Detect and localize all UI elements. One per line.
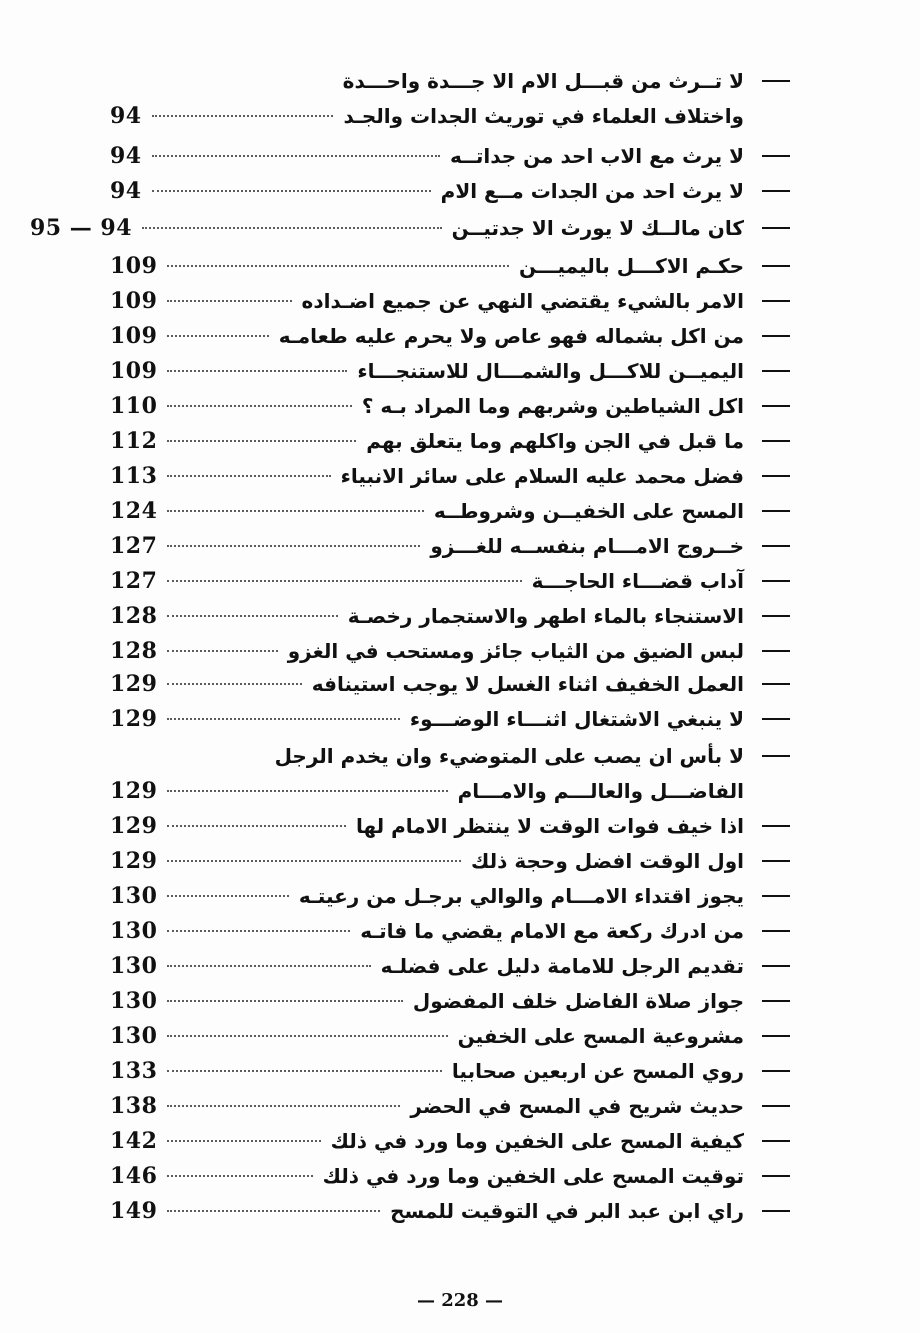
index-entry (110, 985, 790, 1017)
entry-dash (762, 1035, 790, 1037)
index-entry (110, 140, 790, 172)
index-entry (110, 880, 790, 912)
entry-page-number: 124 (110, 498, 158, 524)
entry-dash (762, 155, 790, 157)
entry-page-number: 130 (110, 883, 158, 909)
dot-leader (152, 190, 431, 192)
index-entry (110, 175, 790, 207)
entry-page-number: 133 (110, 1058, 158, 1084)
entry-title: حديث شريح في المسح في الحضر (410, 1094, 744, 1118)
entry-dash (762, 718, 790, 720)
entry-title: لا يرث احد من الجدات مــع الام (440, 179, 744, 203)
entry-title: لبس الضيق من الثياب جائز ومستحب في الغزو (287, 639, 744, 663)
entry-page-number: 130 (110, 1023, 158, 1049)
index-entry (110, 1020, 790, 1052)
entry-dash (762, 1210, 790, 1212)
index-entry (110, 565, 790, 597)
entry-page-number: 109 (110, 323, 158, 349)
entry-dash (762, 510, 790, 512)
entry-dash (762, 860, 790, 862)
dot-leader (167, 335, 268, 337)
dot-leader (167, 1035, 447, 1037)
entry-dash (762, 650, 790, 652)
dot-leader (120, 755, 265, 757)
entry-page-number: 94 (110, 178, 142, 204)
dot-leader (167, 510, 423, 512)
entry-title: حكـم الاكـــل باليميـــن (519, 254, 744, 278)
dot-leader (167, 1105, 400, 1107)
entry-title: اذا خيف فوات الوقت لا ينتظر الامام لها (355, 814, 744, 838)
index-entry (110, 495, 790, 527)
entry-page-number: 127 (110, 568, 158, 594)
index-entry (30, 212, 790, 244)
entry-page-number: 129 (110, 813, 158, 839)
index-entry (110, 1160, 790, 1192)
entry-page-number: 138 (110, 1093, 158, 1119)
page-number-footer: — 228 — (416, 1290, 504, 1311)
entry-dash (762, 895, 790, 897)
entry-dash (762, 580, 790, 582)
dot-leader (167, 825, 346, 827)
entry-dash (762, 1070, 790, 1072)
index-entry (110, 635, 790, 667)
index-entry (110, 703, 790, 735)
dot-leader (167, 1000, 402, 1002)
dot-leader (167, 790, 447, 792)
dot-leader (152, 115, 334, 117)
entry-page-number: 127 (110, 533, 158, 559)
entry-title: الامر بالشيء يقتضي النهي عن جميع اضـداده (301, 289, 744, 313)
entry-title: لا يرث مع الاب احد من جداتــه (450, 144, 744, 168)
dot-leader (167, 545, 420, 547)
entry-page-number: 130 (110, 953, 158, 979)
dot-leader (167, 860, 461, 862)
index-entry (110, 530, 790, 562)
entry-dash (762, 227, 790, 229)
index-entry (110, 1125, 790, 1157)
entry-title: الاستنجاء بالماء اطهر والاستجمار رخصـة (347, 604, 744, 628)
entry-dash (762, 790, 790, 792)
entry-page-number: 129 (110, 706, 158, 732)
index-entry (110, 285, 790, 317)
entry-dash (762, 965, 790, 967)
index-entry (110, 1055, 790, 1087)
entry-title: من ادرك ركعة مع الامام يقضي ما فاتـه (360, 919, 744, 943)
entry-dash (762, 545, 790, 547)
entry-dash (762, 1105, 790, 1107)
entry-dash (762, 615, 790, 617)
entry-page-number: 128 (110, 638, 158, 664)
entry-title: ما قبل في الجن واكلهم وما يتعلق بهم (366, 429, 744, 453)
entry-title: لا ينبغي الاشتغال اثنـــاء الوضـــوء (409, 707, 744, 731)
dot-leader (167, 718, 399, 720)
entry-dash (762, 190, 790, 192)
dot-leader (120, 80, 333, 82)
entry-dash (762, 440, 790, 442)
dot-leader (167, 1210, 380, 1212)
entry-dash (762, 115, 790, 117)
entry-dash (762, 1140, 790, 1142)
index-entry (110, 320, 790, 352)
dot-leader (167, 265, 509, 267)
entry-dash (762, 335, 790, 337)
entry-title: توقيت المسح على الخفين وما ورد في ذلك (322, 1164, 744, 1188)
entry-title: الفاضـــل والعالـــم والامـــام (457, 779, 744, 803)
dot-leader (167, 1175, 312, 1177)
entry-title: واختلاف العلماء في توريث الجدات والجـد (343, 104, 744, 128)
dot-leader (167, 1070, 441, 1072)
index-entry (110, 100, 790, 132)
dot-leader (167, 370, 347, 372)
entry-title: فضل محمد عليه السلام على سائر الانبياء (340, 464, 744, 488)
entry-page-number: 110 (110, 393, 158, 419)
entry-title: كيفية المسح على الخفين وما ورد في ذلك (330, 1129, 744, 1153)
entry-title: من اكل بشماله فهو عاص ولا يحرم عليه طعامـه (278, 324, 744, 348)
dot-leader (152, 155, 440, 157)
index-entry (110, 915, 790, 947)
entry-page-number: 129 (110, 848, 158, 874)
entry-page-number: 129 (110, 778, 158, 804)
entry-dash (762, 265, 790, 267)
entry-page-number: 130 (110, 918, 158, 944)
index-entry (110, 668, 790, 700)
entry-dash (762, 405, 790, 407)
entry-dash (762, 1175, 790, 1177)
entry-title: اليميــن للاكـــل والشمـــال للاستنجـــاء (357, 359, 744, 383)
index-entry (110, 250, 790, 282)
index-entry (110, 775, 790, 807)
index-entry (110, 425, 790, 457)
index-entry (110, 1195, 790, 1227)
index-entry (110, 65, 790, 97)
dot-leader (167, 895, 288, 897)
entry-page-number: 94 (110, 143, 142, 169)
dot-leader (167, 300, 291, 302)
entry-page-number: 109 (110, 288, 158, 314)
entry-title: روي المسح عن اربعين صحابيا (451, 1059, 744, 1083)
entry-dash (762, 370, 790, 372)
dot-leader (167, 1140, 320, 1142)
dot-leader (142, 227, 442, 229)
index-entry (110, 460, 790, 492)
index-entry (110, 845, 790, 877)
dot-leader (167, 650, 277, 652)
dot-leader (167, 440, 356, 442)
dot-leader (167, 475, 330, 477)
dot-leader (167, 580, 521, 582)
entry-title: راي ابن عبد البر في التوقيت للمسح (390, 1199, 744, 1223)
dot-leader (167, 683, 301, 685)
entry-title: اول الوقت افضل وحجة ذلك (471, 849, 744, 873)
dot-leader (167, 615, 337, 617)
entry-title: كان مالــك لا يورث الا جدتيــن (451, 216, 744, 240)
entry-title: مشروعية المسح على الخفين (457, 1024, 744, 1048)
dot-leader (167, 965, 370, 967)
entry-page-number: 109 (110, 358, 158, 384)
entry-page-number: 149 (110, 1198, 158, 1224)
entry-title: خــروج الامـــام بنفســه للغـــزو (430, 534, 744, 558)
entry-page-number: 128 (110, 603, 158, 629)
entry-page-number: 112 (110, 428, 158, 454)
entry-page-number: 95 — 94 (30, 215, 133, 241)
entry-dash (762, 825, 790, 827)
entry-title: يجوز اقتداء الامـــام والوالي برجـل من رعيتـه (298, 884, 744, 908)
entry-title: آداب قضـــاء الحاجـــة (531, 569, 744, 593)
entry-title: تقديم الرجل للامامة دليل على فضلـه (380, 954, 744, 978)
entry-title: المسح على الخفيــن وشروطــه (433, 499, 744, 523)
entry-dash (762, 683, 790, 685)
index-entry (110, 1090, 790, 1122)
entry-page-number: 142 (110, 1128, 158, 1154)
entry-dash (762, 300, 790, 302)
entry-dash (762, 475, 790, 477)
entry-title: اكل الشياطين وشربهم وما المراد بـه ؟ (361, 394, 744, 418)
index-entry (110, 950, 790, 982)
entry-page-number: 130 (110, 988, 158, 1014)
index-entry (110, 390, 790, 422)
entry-dash (762, 1000, 790, 1002)
entry-page-number: 146 (110, 1163, 158, 1189)
entry-page-number: 113 (110, 463, 158, 489)
entry-page-number: 129 (110, 671, 158, 697)
index-entry (110, 740, 790, 772)
index-entry (110, 600, 790, 632)
entry-dash (762, 930, 790, 932)
entry-title: جواز صلاة الفاضل خلف المفضول (412, 989, 744, 1013)
index-entry (110, 355, 790, 387)
dot-leader (167, 405, 351, 407)
entry-dash (762, 755, 790, 757)
entry-page-number: 109 (110, 253, 158, 279)
entry-page-number: 94 (110, 103, 142, 129)
entry-title: العمل الخفيف اثناء الغسل لا يوجب استينافه (311, 672, 744, 696)
entry-title: لا تــرث من قبـــل الام الا جـــدة واحـــدة (342, 69, 744, 93)
index-entry (110, 810, 790, 842)
entry-title: لا بأس ان يصب على المتوضيء وان يخدم الرجل (274, 744, 744, 768)
dot-leader (167, 930, 350, 932)
entry-dash (762, 80, 790, 82)
